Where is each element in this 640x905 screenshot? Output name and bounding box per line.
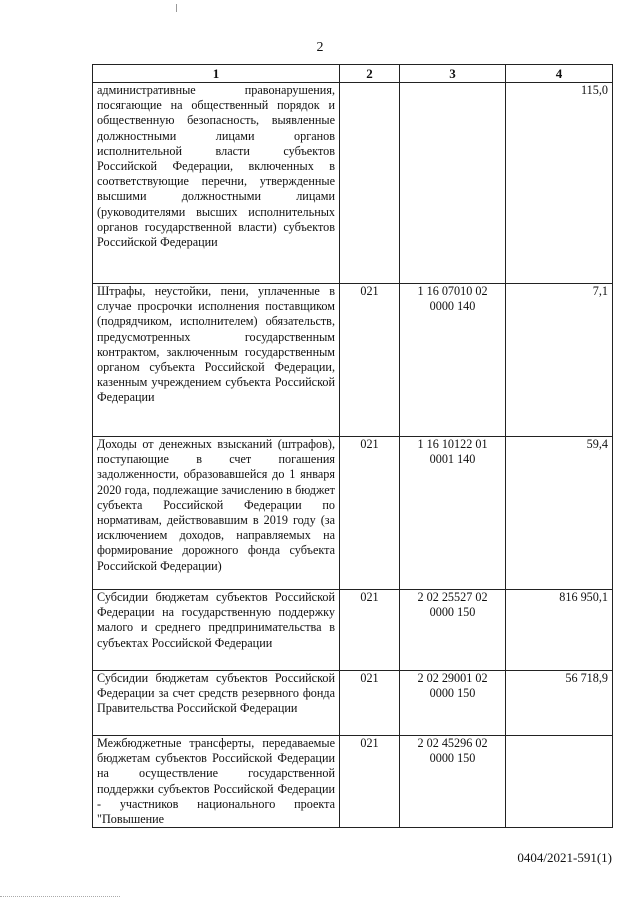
table-row xyxy=(93,83,613,284)
row-amount: 56 718,9 xyxy=(506,671,613,736)
row-description: Субсидии бюджетам субъектов Российской Федерации на государственную поддержку малого и среднего предпринимательства в субъектах Российской Федерации xyxy=(93,590,340,671)
table-header-row xyxy=(93,65,613,83)
row-amount: 115,0 xyxy=(506,83,613,284)
table-row xyxy=(93,736,613,828)
row-amount: 816 950,1 xyxy=(506,590,613,671)
row-amount: 59,4 xyxy=(506,437,613,590)
table-row xyxy=(93,671,613,736)
row-description: административные правонарушения, посягающие на общественный порядок и общественную безопасность, выявленные должностными лицами органов исполнительной власти субъектов Российской Федерации, включенных в соответствующие перечни, утвержденные высшими должностными лицами (руководителями высших исполнительных органов государственной власти) субъектов Российской Федерации xyxy=(93,83,340,284)
row-admin-code xyxy=(340,83,400,284)
document-registration-code: 0404/2021-591(1) xyxy=(517,850,612,865)
scan-artifact xyxy=(0,896,120,899)
row-description: Межбюджетные трансферты, передаваемые бюджетам субъектов Российской Федерации на осуществление государственной поддержки субъектов Российской Федерации - участников национального проекта "Повышение xyxy=(93,736,340,828)
row-budget-code: 2 02 45296 02 0000 150 xyxy=(400,736,506,828)
row-admin-code: 021 xyxy=(340,437,400,590)
row-amount xyxy=(506,736,613,828)
row-budget-code: 2 02 29001 02 0000 150 xyxy=(400,671,506,736)
header-col-1: 1 xyxy=(93,65,340,83)
header-col-2: 2 xyxy=(340,65,400,83)
row-description: Доходы от денежных взысканий (штрафов), поступающие в счет погашения задолженности, образовавшейся до 1 января 2020 года, подлежащие зачислению в бюджет субъекта Российской Федерации по нормативам, действовавшим в 2019 году (за исключением доходов, направляемых на формирование дорожного фонда субъекта Российской Федерации) xyxy=(93,437,340,590)
row-description: Субсидии бюджетам субъектов Российской Федерации за счет средств резервного фонда Правительства Российской Федерации xyxy=(93,671,340,736)
row-admin-code: 021 xyxy=(340,590,400,671)
row-admin-code: 021 xyxy=(340,736,400,828)
table-row xyxy=(93,590,613,671)
page-number: 2 xyxy=(316,40,324,55)
table-row xyxy=(93,437,613,590)
row-budget-code: 2 02 25527 02 0000 150 xyxy=(400,590,506,671)
header-col-3: 3 xyxy=(400,65,506,83)
row-amount: 7,1 xyxy=(506,284,613,437)
scan-artifact xyxy=(176,4,177,12)
row-budget-code: 1 16 10122 01 0001 140 xyxy=(400,437,506,590)
row-budget-code xyxy=(400,83,506,284)
row-budget-code: 1 16 07010 02 0000 140 xyxy=(400,284,506,437)
header-col-4: 4 xyxy=(506,65,613,83)
row-admin-code: 021 xyxy=(340,284,400,437)
row-description: Штрафы, неустойки, пени, уплаченные в случае просрочки исполнения поставщиком (подрядчиком, исполнителем) обязательств, предусмотренных государственным контрактом, заключенным государственным органом субъекта Российской Федерации, казенным учреждением субъекта Российской Федерации xyxy=(93,284,340,437)
revenue-table xyxy=(92,64,613,828)
row-admin-code: 021 xyxy=(340,671,400,736)
table-row xyxy=(93,284,613,437)
